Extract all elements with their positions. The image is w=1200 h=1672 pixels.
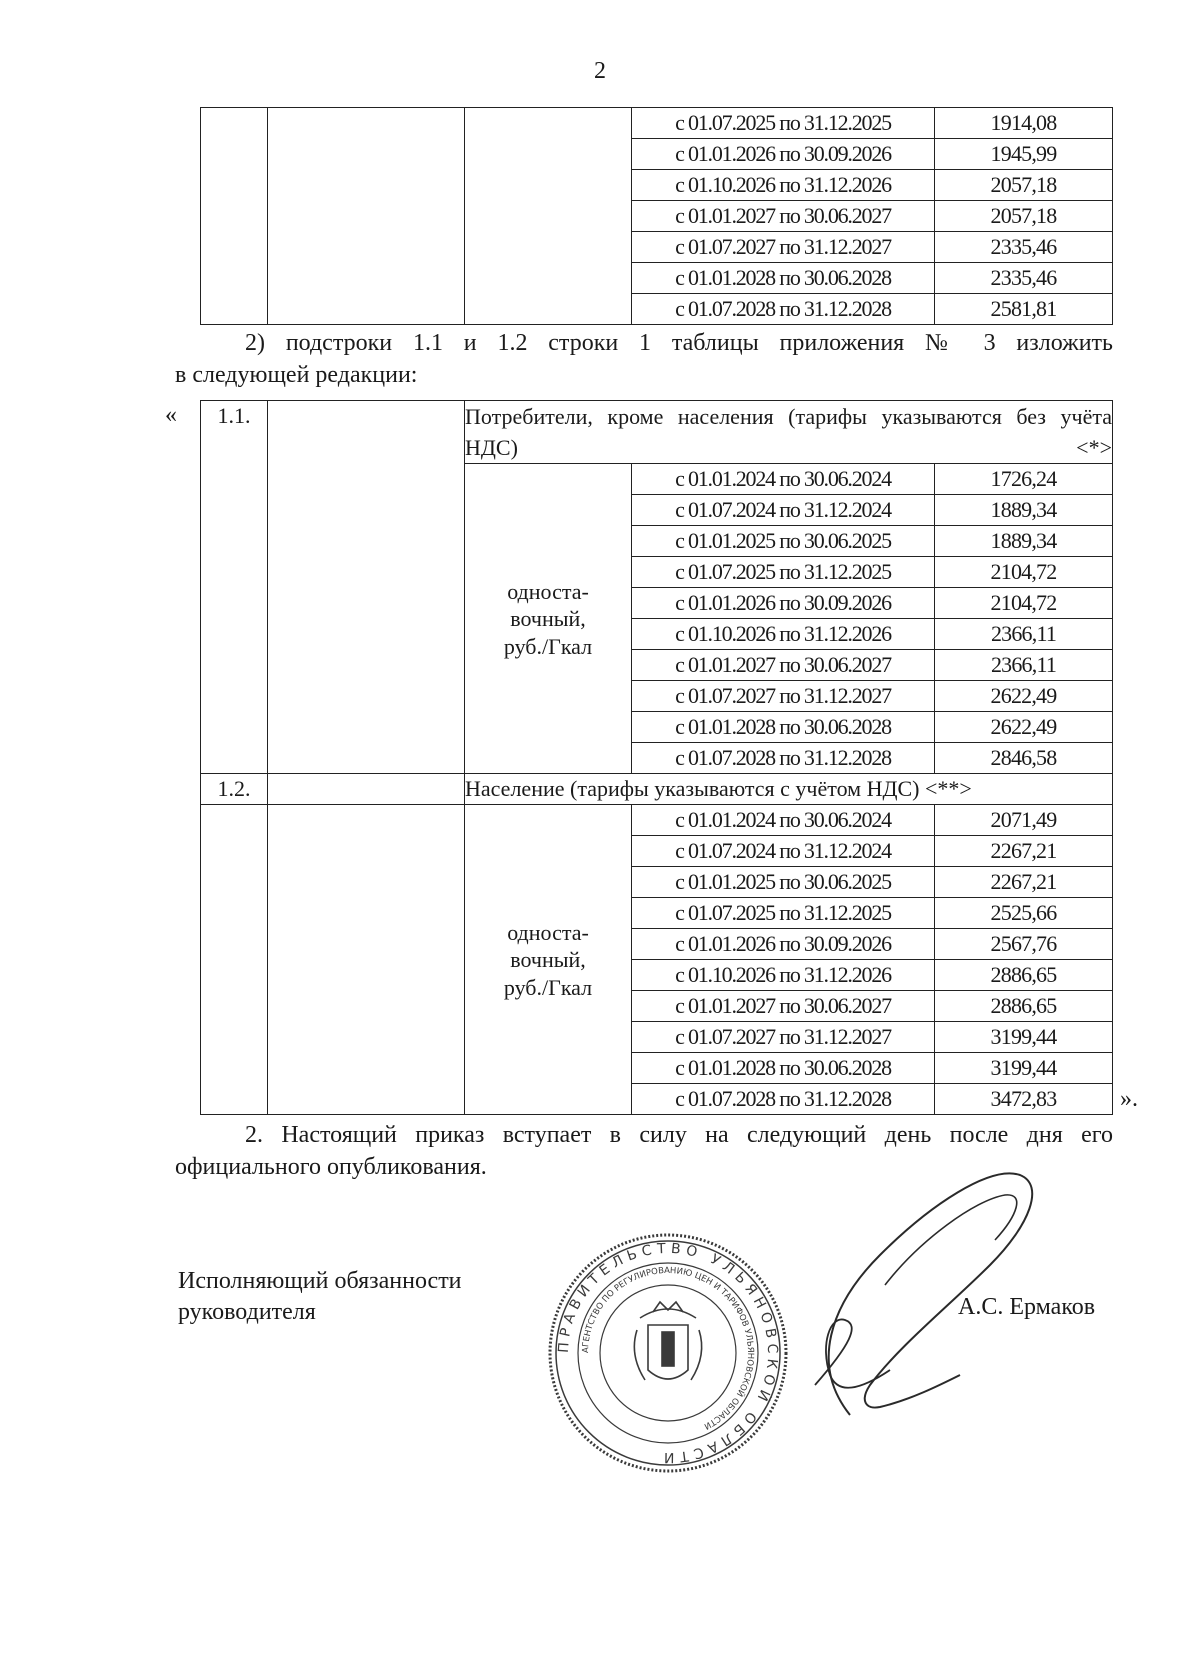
unit-label-line: руб./Гкал [503,633,593,659]
table-row [201,108,1113,139]
tariff-value-cell: 1945,99 [935,139,1113,170]
empty-cell [465,108,632,325]
paragraph-effective-line2: официального опубликования. [175,1153,487,1180]
tariff-value-cell: 2366,11 [935,650,1113,681]
tariff-value-cell: 1889,34 [935,526,1113,557]
paragraph-effective-line1: 2. Настоящий приказ вступает в силу на следующий день после дня его [245,1122,1113,1148]
paragraph-amendment-line2: в следующей редакции: [175,361,418,388]
tariff-value-cell: 2335,46 [935,263,1113,294]
period-cell: с 01.10.2026 по 31.12.2026 [632,960,935,991]
section-number: 1.1. [201,401,268,774]
table-row [201,805,1113,836]
period-cell: с 01.01.2027 по 30.06.2027 [632,650,935,681]
empty-cell [268,401,465,774]
tariff-value-cell: 3472,83 [935,1084,1113,1115]
section-header-row [201,401,1113,464]
unit-cell [465,805,632,1115]
tariff-value-cell: 2335,46 [935,232,1113,263]
period-cell: с 01.01.2026 по 30.09.2026 [632,139,935,170]
period-cell: с 01.01.2025 по 30.06.2025 [632,526,935,557]
tariff-value-cell: 2104,72 [935,557,1113,588]
period-cell: с 01.07.2025 по 31.12.2025 [632,108,935,139]
tariff-value-cell: 2267,21 [935,836,1113,867]
period-cell: с 01.01.2027 по 30.06.2027 [632,991,935,1022]
period-cell: с 01.07.2024 по 31.12.2024 [632,836,935,867]
empty-cell [268,774,465,805]
tariff-value-cell: 2886,65 [935,991,1113,1022]
signer-name: А.С. Ермаков [958,1294,1096,1320]
closing-quote: ». [1120,1086,1138,1112]
period-cell: с 01.01.2028 по 30.06.2028 [632,712,935,743]
period-cell: с 01.01.2028 по 30.06.2028 [632,1053,935,1084]
unit-label-line: односта- [507,919,589,945]
period-cell: с 01.07.2025 по 31.12.2025 [632,898,935,929]
period-cell: с 01.10.2026 по 31.12.2026 [632,619,935,650]
stamp-inner-text: АГЕНТСТВО ПО РЕГУЛИРОВАНИЮ ЦЕН И ТАРИФОВ УЛЬЯНОВСКОЙ ОБЛАСТИ [580,1265,756,1431]
period-cell: с 01.07.2028 по 31.12.2028 [632,1084,935,1115]
tariff-value-cell: 2267,21 [935,867,1113,898]
tariff-value-cell: 2622,49 [935,712,1113,743]
period-cell: с 01.07.2028 по 31.12.2028 [632,294,935,325]
opening-quote: « [165,402,177,428]
official-stamp [545,1230,791,1476]
tariff-value-cell: 2846,58 [935,743,1113,774]
signer-title-line1: Исполняющий обязанности [178,1268,462,1294]
tariff-value-cell: 2886,65 [935,960,1113,991]
unit-label-line: вочный, [510,947,586,973]
tariff-value-cell: 2104,72 [935,588,1113,619]
tariff-value-cell: 2071,49 [935,805,1113,836]
period-cell: с 01.01.2027 по 30.06.2027 [632,201,935,232]
period-cell: с 01.07.2027 по 31.12.2027 [632,232,935,263]
unit-label-line: односта- [507,578,589,604]
tariff-value-cell: 3199,44 [935,1022,1113,1053]
period-cell: с 01.01.2024 по 30.06.2024 [632,805,935,836]
section-number: 1.2. [201,774,268,805]
amended-tariff-table [200,400,1113,1115]
period-cell: с 01.07.2027 по 31.12.2027 [632,681,935,712]
tariff-value-cell: 1889,34 [935,495,1113,526]
signer-title [178,1266,462,1328]
stamp-outer-text: ПРАВИТЕЛЬСТВО УЛЬЯНОВСКОЙ ОБЛАСТИ [555,1240,781,1466]
tariff-value-cell: 2622,49 [935,681,1113,712]
section-title: Население (тарифы указываются с учётом НДС) <**> [465,774,1113,805]
unit-label-line: руб./Гкал [503,974,593,1000]
period-cell: с 01.07.2024 по 31.12.2024 [632,495,935,526]
period-cell: с 01.10.2026 по 31.12.2026 [632,170,935,201]
tariff-value-cell: 2581,81 [935,294,1113,325]
tariff-value-cell: 1726,24 [935,464,1113,495]
coat-of-arms-icon [634,1302,701,1380]
empty-cell [201,108,268,325]
period-cell: с 01.01.2026 по 30.09.2026 [632,929,935,960]
unit-label-line: вочный, [510,606,586,632]
tariff-value-cell: 1914,08 [935,108,1113,139]
empty-cell [201,805,268,1115]
top-tariff-table [200,107,1113,325]
paragraph-amendment [175,328,1113,391]
tariff-value-cell: 2366,11 [935,619,1113,650]
paragraph-amendment-line1: 2) подстроки 1.1 и 1.2 строки 1 таблицы приложения № 3 изложить [245,330,1113,356]
tariff-value-cell: 2567,76 [935,929,1113,960]
tariff-value-cell: 3199,44 [935,1053,1113,1084]
period-cell: с 01.07.2027 по 31.12.2027 [632,1022,935,1053]
empty-cell [268,805,465,1115]
section-header-row [201,774,1113,805]
period-cell: с 01.01.2025 по 30.06.2025 [632,867,935,898]
tariff-value-cell: 2057,18 [935,201,1113,232]
empty-cell [268,108,465,325]
page-number: 2 [594,58,606,84]
period-cell: с 01.07.2028 по 31.12.2028 [632,743,935,774]
period-cell: с 01.01.2026 по 30.09.2026 [632,588,935,619]
unit-cell [465,464,632,774]
period-cell: с 01.01.2024 по 30.06.2024 [632,464,935,495]
signer-title-line2: руководителя [178,1299,316,1326]
period-cell: с 01.01.2028 по 30.06.2028 [632,263,935,294]
section-title: Потребители, кроме населения (тарифы указываются без учёта НДС) <*> [465,401,1113,464]
period-cell: с 01.07.2025 по 31.12.2025 [632,557,935,588]
tariff-value-cell: 2525,66 [935,898,1113,929]
tariff-value-cell: 2057,18 [935,170,1113,201]
